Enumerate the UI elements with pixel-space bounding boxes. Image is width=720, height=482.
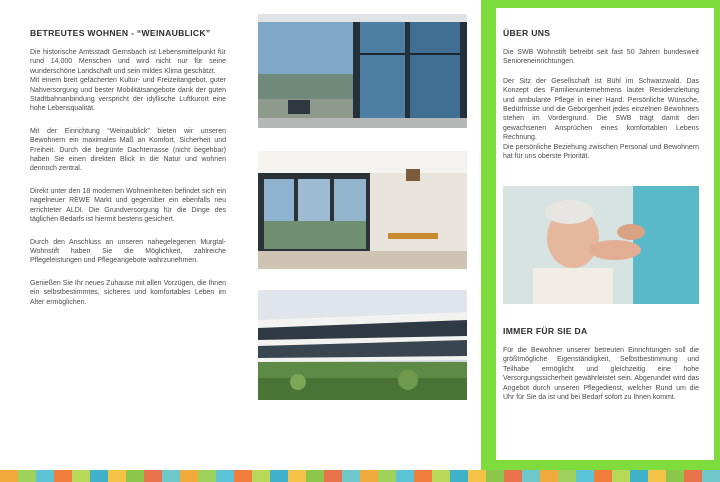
stripe-segment bbox=[270, 470, 288, 482]
stripe-segment bbox=[72, 470, 90, 482]
stripe-segment bbox=[144, 470, 162, 482]
stripe-segment bbox=[558, 470, 576, 482]
stripe-segment bbox=[18, 470, 36, 482]
stripe-segment bbox=[450, 470, 468, 482]
caregiver-photo bbox=[503, 186, 699, 304]
stripe-segment bbox=[378, 470, 396, 482]
stripe-segment bbox=[414, 470, 432, 482]
stripe-segment bbox=[324, 470, 342, 482]
stripe-segment bbox=[486, 470, 504, 482]
about-section bbox=[503, 28, 699, 171]
decorative-color-stripes bbox=[0, 470, 720, 482]
always-paragraph: Für die Bewohner unserer betreuten Einrichtungen soll die größtmögliche Eigenständigkeit, Selbstbestimmung und Teilhabe ermöglicht und gleichzeitig eine hohe Versorgungssicherheit gewährleistet sein. Abgerundet wird das Angebot durch unseren Pflegedienst, welcher Rund um die Uhr für Sie da ist und bei Bedarf sofort zu Ihnen kommt. bbox=[503, 347, 699, 402]
stripe-segment bbox=[576, 470, 594, 482]
stripe-segment bbox=[612, 470, 630, 482]
stripe-segment bbox=[540, 470, 558, 482]
stripe-segment bbox=[54, 470, 72, 482]
comfort-paragraph: Mit der Einrichtung “Weinaublick” bieten wir unseren Bewohnern ein maximales Maß an Komfort, Sicherheit und Freiheit. Durch die begrünte Dachterrasse (nicht begehbar) haben Sie einen direkten Blick in die Natur und wohnen dennoch zentral. bbox=[30, 127, 226, 173]
balcony-photo bbox=[258, 14, 467, 128]
stripe-segment bbox=[252, 470, 270, 482]
stripe-segment bbox=[306, 470, 324, 482]
stripe-segment bbox=[0, 470, 18, 482]
stripe-segment bbox=[198, 470, 216, 482]
living-room-photo bbox=[258, 151, 467, 269]
stripe-segment bbox=[594, 470, 612, 482]
always-heading: IMMER FÜR SIE DA bbox=[503, 326, 588, 336]
stripe-segment bbox=[90, 470, 108, 482]
stripe-segment bbox=[666, 470, 684, 482]
about-paragraph-1: Die SWB Wohnstift betreibt seit fast 50 Jahren bundesweit Senioreneinrichtungen. bbox=[503, 49, 699, 66]
stripe-segment bbox=[648, 470, 666, 482]
stripe-segment bbox=[684, 470, 702, 482]
stripe-segment bbox=[504, 470, 522, 482]
about-heading: ÜBER UNS bbox=[503, 28, 551, 38]
stripe-segment bbox=[216, 470, 234, 482]
intro-paragraph: Die historische Amtsstadt Gernsbach ist Lebensmittelpunkt für rund 14.000 Menschen und wird nicht nur für seine wunderschöne Landschaft und sein mildes Klima geschätzt. Mit einem breit gefächerten Kultur- und Freizeitangebot, guter Nahversorgung und bester Mobilitätsangebote dank der guten Stadtbahnanbindung verspricht der idyllische Luftkurort eine hohe Lebensqualität. bbox=[30, 49, 226, 113]
left-text-column bbox=[30, 28, 226, 320]
stripe-segment bbox=[360, 470, 378, 482]
stripe-segment bbox=[180, 470, 198, 482]
always-there-section bbox=[503, 326, 699, 412]
closing-paragraph: Genießen Sie Ihr neues Zuhause mit allen Vorzügen, die Ihnen ein selbstbestimmtes, sicheres und komfortables Leben im Alter ermöglichen. bbox=[30, 279, 226, 306]
building-exterior-photo bbox=[258, 290, 467, 400]
stripe-segment bbox=[468, 470, 486, 482]
stripe-segment bbox=[126, 470, 144, 482]
stripe-segment bbox=[108, 470, 126, 482]
stripe-segment bbox=[702, 470, 720, 482]
stripe-segment bbox=[522, 470, 540, 482]
stripe-segment bbox=[234, 470, 252, 482]
weinaublick-heading: BETREUTES WOHNEN - “WEINAUBLICK” bbox=[30, 28, 211, 38]
stripe-segment bbox=[396, 470, 414, 482]
stripe-segment bbox=[432, 470, 450, 482]
stripe-segment bbox=[630, 470, 648, 482]
shopping-paragraph: Direkt unter den 18 modernen Wohneinheiten befindet sich ein nagelneuer REWE Markt und gegenüber ein ebenfalls neu errichteter ALDI. Die Grundversorgung für die Dinge des täglichen Bedarfs ist hiermit bestens gesichert. bbox=[30, 187, 226, 224]
stripe-segment bbox=[288, 470, 306, 482]
stripe-segment bbox=[342, 470, 360, 482]
care-paragraph: Durch den Anschluss an unseren nahegelegenen Murgtal-Wohnstift haben Sie die Möglichkeit, zahlreiche Pflegeleistungen und Pflegeangebote wahrzunehmen. bbox=[30, 238, 226, 265]
stripe-segment bbox=[36, 470, 54, 482]
stripe-segment bbox=[162, 470, 180, 482]
about-paragraph-2: Der Sitz der Gesellschaft ist Bühl im Schwarzwald. Das Konzept des Familienunternehmens lautet Residenzleitung und ambulante Pflege in einer Hand. Persönliche Wünsche, Bedürfnisse und die Geborgenheit jedes einzelnen Bewohners stehen im Vordergrund. Die SWB trägt damit den gewachsenen Ansprüchen eines komfortablen Lebens Rechnung. Die persönliche Beziehung zwischen Personal und Bewohnern hat für uns oberste Priorität. bbox=[503, 77, 699, 161]
